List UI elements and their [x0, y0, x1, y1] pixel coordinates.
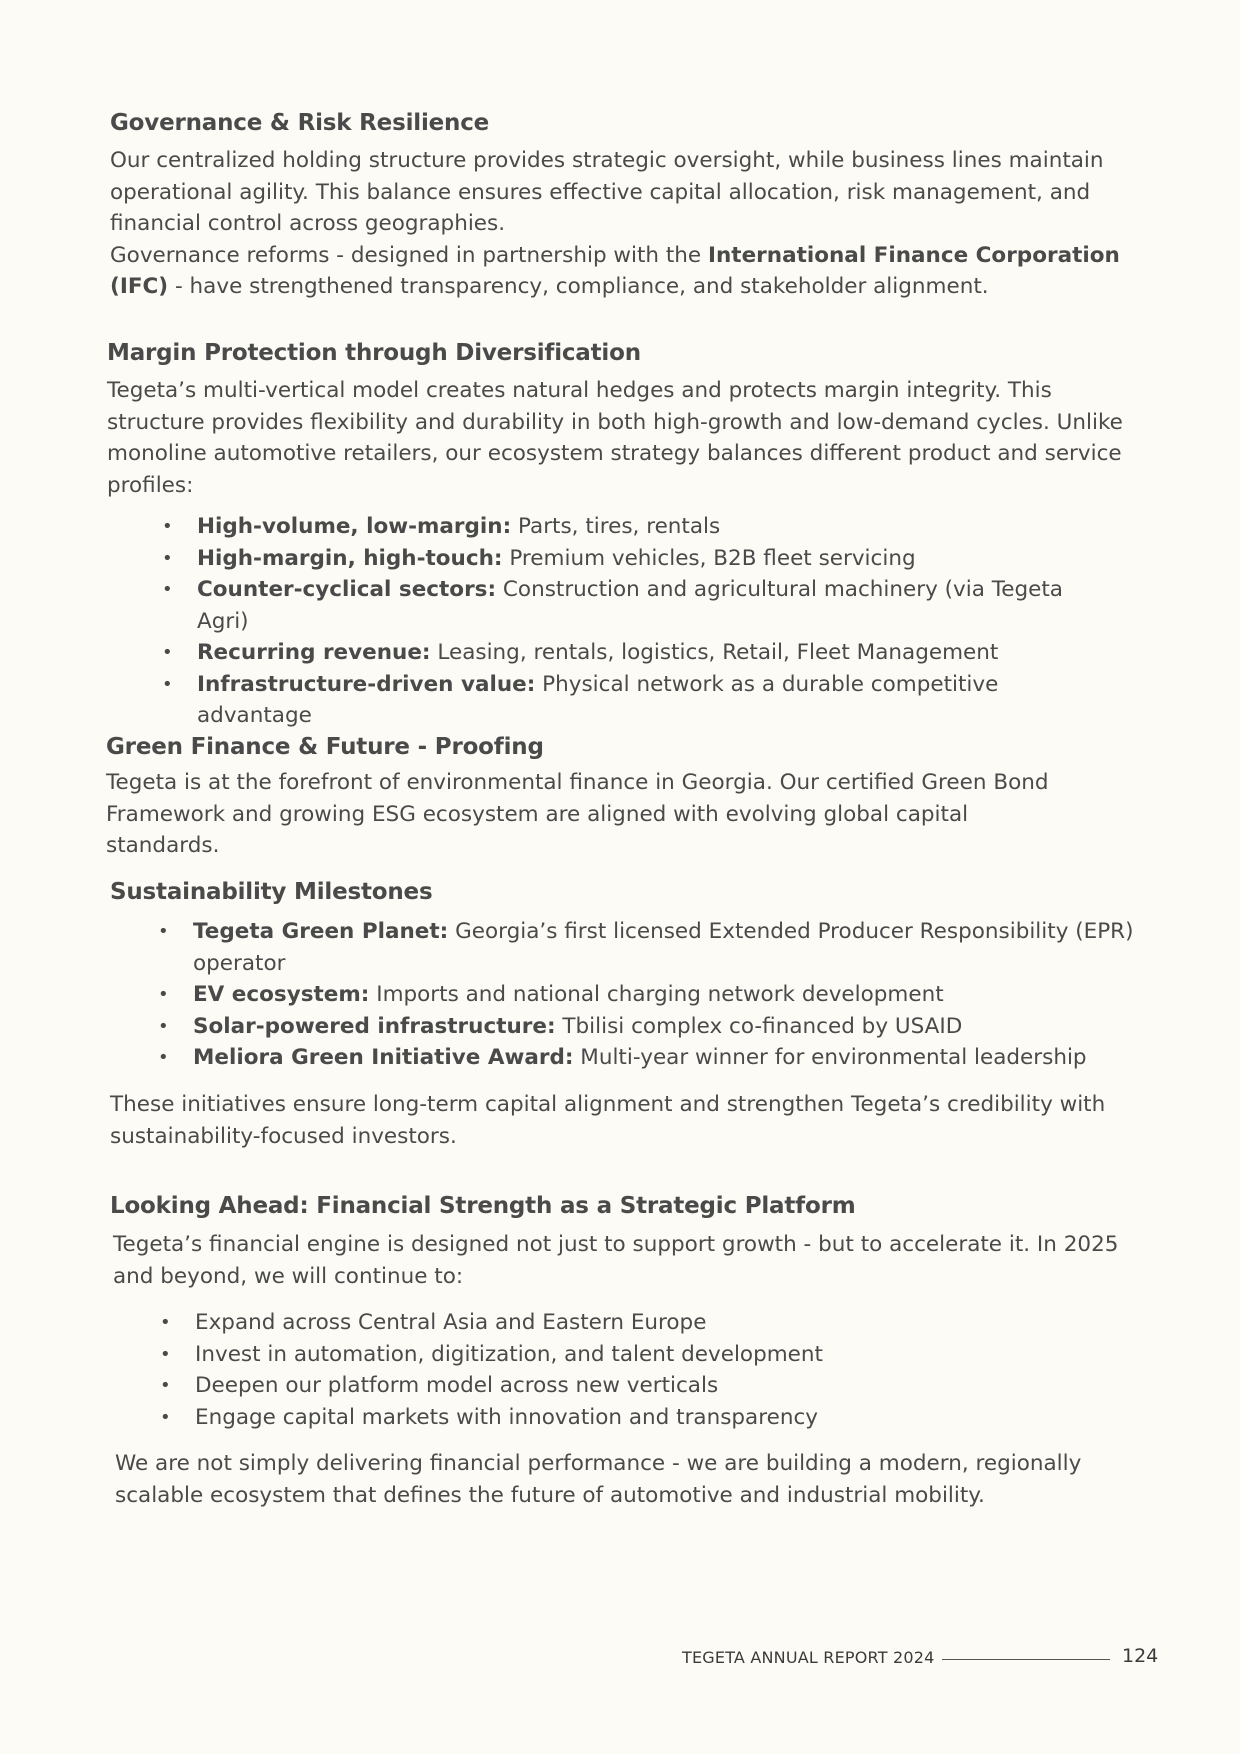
- list-item: [158, 1011, 1153, 1043]
- bullet-icon: •: [160, 1312, 171, 1333]
- diversification-list: [162, 511, 1097, 732]
- item-text: Deepen our platform model across new verticals: [195, 1373, 719, 1398]
- governance-paragraph: Our centralized holding structure provides strategic oversight, while business lines maintain operational agility. This balance ensures effective capital allocation, risk management, and financial control across geographies.: [110, 148, 1104, 236]
- list-item: [162, 543, 1097, 575]
- list-item: [160, 1339, 1095, 1371]
- list-item: [162, 511, 1097, 543]
- governance-section: [110, 108, 1145, 303]
- governance-reforms-paragraph: [110, 240, 1145, 303]
- list-item: [160, 1402, 1095, 1434]
- looking-ahead-paragraph: Tegeta’s financial engine is designed not just to support growth - but to accelerate it. In 2025 and beyond, we will continue to:: [113, 1232, 1119, 1289]
- list-item: [162, 669, 1037, 732]
- section-heading: Looking Ahead: Financial Strength as a Strategic Platform: [110, 1193, 856, 1219]
- list-item: [158, 916, 1153, 979]
- green-finance-paragraph: Tegeta is at the forefront of environmental finance in Georgia. Our certified Green Bond Framework and growing ESG ecosystem are aligned with evolving global capital standards.: [106, 770, 1049, 858]
- item-label: EV ecosystem:: [193, 982, 370, 1007]
- item-label: High-margin, high-touch:: [197, 545, 503, 571]
- page-number: 124: [1122, 1645, 1159, 1667]
- bullet-icon: •: [162, 579, 173, 600]
- outlook-list: [160, 1307, 1095, 1433]
- footer-report-title: TEGETA ANNUAL REPORT 2024: [682, 1648, 935, 1667]
- looking-ahead-closing: We are not simply delivering financial performance - we are building a modern, regionally scalable ecosystem that defines the future of automotive and industrial mobility.: [115, 1451, 1082, 1508]
- section-heading: Margin Protection through Diversification: [107, 340, 641, 366]
- item-text: Construction and agricultural machinery (via Tegeta Agri): [197, 577, 1063, 634]
- item-label: Solar-powered infrastructure:: [193, 1013, 556, 1039]
- item-text: Leasing, rentals, logistics, Retail, Fleet Management: [430, 640, 999, 665]
- bullet-icon: •: [158, 1015, 169, 1037]
- milestones-list: [158, 916, 1153, 1074]
- item-text: Invest in automation, digitization, and talent development: [195, 1341, 823, 1367]
- bullet-icon: •: [162, 547, 173, 569]
- margin-paragraph: Tegeta’s multi-vertical model creates natural hedges and protects margin integrity. This structure provides flexibility and durability in both high-growth and low-demand cycles. Unlike monoline automotive retailers, our ecosystem strategy balances different product and service profiles:: [107, 378, 1123, 498]
- item-label: Tegeta Green Planet:: [193, 919, 449, 944]
- item-text: Physical network as a durable competitive advantage: [197, 671, 999, 728]
- bullet-icon: •: [158, 984, 169, 1005]
- item-text: Imports and national charging network development: [369, 982, 944, 1007]
- looking-ahead-section: [110, 1191, 1160, 1292]
- margin-section: [107, 338, 1152, 501]
- bullet-icon: •: [160, 1406, 171, 1428]
- item-label: Meliora Green Initiative Award:: [193, 1045, 574, 1070]
- item-label: Recurring revenue:: [197, 640, 431, 665]
- text-span: Governance reforms - designed in partnership with the: [110, 242, 708, 268]
- item-text: Parts, tires, rentals: [511, 514, 721, 539]
- list-item: [158, 1042, 1153, 1074]
- list-item: [162, 574, 1077, 637]
- list-item: [160, 1370, 1095, 1402]
- section-heading: Governance & Risk Resilience: [110, 110, 490, 136]
- item-text: Tbilisi complex co-financed by USAID: [555, 1013, 963, 1039]
- list-item: [162, 637, 1097, 669]
- item-text: Georgia’s first licensed Extended Producer Responsibility (EPR) operator: [193, 919, 1134, 976]
- item-label: High-volume, low-margin:: [197, 514, 512, 539]
- bullet-icon: •: [160, 1343, 171, 1365]
- item-label: Counter-cyclical sectors:: [197, 577, 497, 602]
- bullet-icon: •: [160, 1375, 171, 1396]
- bullet-icon: •: [158, 921, 169, 942]
- item-text: Multi-year winner for environmental leadership: [573, 1045, 1087, 1070]
- green-finance-section: [106, 732, 1086, 862]
- text-span: - have strengthened transparency, compliance, and stakeholder alignment.: [168, 274, 989, 299]
- item-text: Premium vehicles, B2B fleet servicing: [502, 545, 916, 571]
- section-heading: Green Finance & Future - Proofing: [106, 734, 544, 760]
- bullet-icon: •: [162, 673, 173, 695]
- bullet-icon: •: [162, 516, 173, 537]
- ifc-name: International Finance Corporation (IFC): [110, 242, 1120, 299]
- item-text: Expand across Central Asia and Eastern Europe: [195, 1310, 707, 1335]
- milestones-closing: These initiatives ensure long-term capital alignment and strengthen Tegeta’s credibility with sustainability-focused investors.: [110, 1092, 1106, 1149]
- item-label: Infrastructure-driven value:: [197, 671, 536, 697]
- list-item: [160, 1307, 1095, 1339]
- bullet-icon: •: [162, 642, 173, 663]
- section-heading: Sustainability Milestones: [110, 879, 433, 905]
- item-text: Engage capital markets with innovation and transparency: [195, 1404, 818, 1430]
- bullet-icon: •: [158, 1047, 169, 1068]
- list-item: [158, 979, 1153, 1011]
- milestones-section: [110, 877, 1110, 907]
- footer-divider: [942, 1659, 1110, 1660]
